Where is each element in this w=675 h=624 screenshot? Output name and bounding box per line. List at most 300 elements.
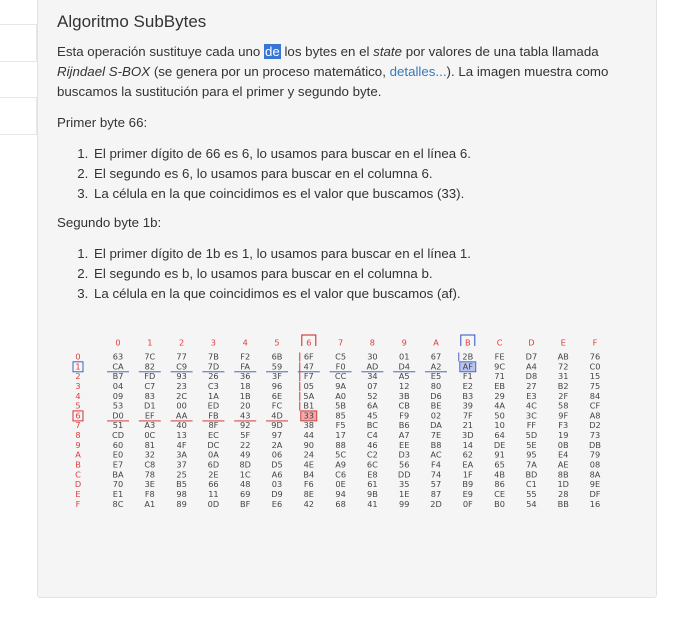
sbox-cell: A2 bbox=[430, 361, 442, 372]
sbox-cell: A6 bbox=[271, 469, 283, 480]
sbox-cell: FB bbox=[208, 410, 219, 421]
sbox-cell: 74 bbox=[430, 469, 442, 480]
sbox-cell: 38 bbox=[303, 420, 315, 431]
sbox-cell: F4 bbox=[431, 459, 441, 470]
row-header: 9 bbox=[75, 439, 81, 450]
sbox-cell: 67 bbox=[430, 351, 442, 362]
sbox-cell: 91 bbox=[494, 449, 505, 460]
sbox-cell: 71 bbox=[494, 371, 505, 382]
sbox-cell: 89 bbox=[176, 498, 187, 509]
sbox-cell: D9 bbox=[271, 488, 283, 499]
sbox-cell: E2 bbox=[462, 380, 473, 391]
sbox-cell: A5 bbox=[398, 371, 410, 382]
sbox-cell: 0C bbox=[144, 430, 156, 441]
sbox-cell: D2 bbox=[589, 420, 601, 431]
sbox-cell: 94 bbox=[335, 488, 346, 499]
sbox-cell: 50 bbox=[494, 410, 505, 421]
sbox-cell: 02 bbox=[430, 410, 442, 421]
sbox-cell: 44 bbox=[303, 430, 315, 441]
sbox-cell: FE bbox=[494, 351, 505, 362]
details-link[interactable]: detalles... bbox=[389, 64, 447, 79]
sbox-cell: 81 bbox=[144, 439, 156, 450]
sbox-cell: AD bbox=[366, 361, 379, 372]
byte1-title: Primer byte 66: bbox=[57, 115, 148, 130]
sbox-cell: FA bbox=[240, 361, 250, 372]
sbox-cell: 76 bbox=[589, 351, 601, 362]
sbox-cell: 32 bbox=[144, 449, 156, 460]
sbox-cell: 06 bbox=[271, 449, 283, 460]
col-header: 5 bbox=[274, 337, 280, 348]
sbox-cell: 83 bbox=[144, 390, 156, 401]
sbox-cell: 9A bbox=[335, 380, 347, 391]
sbox-cell: 70 bbox=[112, 479, 124, 490]
sbox-cell: 7A bbox=[525, 459, 537, 470]
sbox-cell: 98 bbox=[176, 488, 187, 499]
sbox-cell: 23 bbox=[176, 380, 187, 391]
sbox-cell: 53 bbox=[112, 400, 124, 411]
sbox-cell: 1F bbox=[462, 469, 473, 480]
row-header: 3 bbox=[75, 380, 81, 391]
sbox-cell: 60 bbox=[112, 439, 124, 450]
sbox-cell: 12 bbox=[398, 380, 410, 391]
sbox-cell: 5D bbox=[525, 430, 538, 441]
sbox-cell: EA bbox=[462, 459, 474, 470]
sbox-cell: C4 bbox=[366, 430, 378, 441]
row-header: D bbox=[74, 479, 82, 490]
sbox-cell: C2 bbox=[366, 449, 378, 460]
sbox-cell: E7 bbox=[112, 459, 124, 470]
sbox-cell: 35 bbox=[398, 479, 410, 490]
col-header: E bbox=[560, 337, 566, 348]
col-header: 3 bbox=[210, 337, 217, 348]
sbox-cell: B0 bbox=[494, 498, 506, 509]
sbox-cell: 37 bbox=[176, 459, 187, 470]
selected-text: de bbox=[264, 44, 280, 59]
sbox-cell: F1 bbox=[462, 371, 473, 382]
sbox-cell: 0E bbox=[335, 479, 346, 490]
sbox-cell: 49 bbox=[239, 449, 251, 460]
sbox-cell: AF bbox=[462, 361, 473, 372]
col-header: 1 bbox=[147, 337, 153, 348]
sbox-cell: ED bbox=[207, 400, 220, 411]
sbox-cell: E5 bbox=[430, 371, 442, 382]
col-header: 2 bbox=[178, 337, 185, 348]
sbox-cell: AC bbox=[430, 449, 442, 460]
sbox-cell: 2B bbox=[462, 351, 474, 362]
sbox-cell: C9 bbox=[176, 361, 188, 372]
sbox-cell: 3A bbox=[176, 449, 188, 460]
sbox-cell: F6 bbox=[303, 479, 314, 490]
sbox-cell: F7 bbox=[303, 371, 314, 382]
sbox-cell: DF bbox=[589, 488, 601, 499]
sbox-cell: 8E bbox=[303, 488, 314, 499]
col-header: B bbox=[464, 337, 471, 348]
sbox-cell: C0 bbox=[589, 361, 601, 372]
sbox-cell: A9 bbox=[335, 459, 347, 470]
sbox-cell: 16 bbox=[589, 498, 601, 509]
sbox-cell: 95 bbox=[526, 449, 537, 460]
sbox-cell: F0 bbox=[335, 361, 346, 372]
sbox-cell: CA bbox=[112, 361, 124, 372]
sbox-cell: 1C bbox=[239, 469, 251, 480]
sbox-cell: B3 bbox=[462, 390, 474, 401]
sbox-cell: 01 bbox=[398, 351, 410, 362]
sbox-cell: 08 bbox=[589, 459, 601, 470]
rijndael-term: Rijndael S-BOX bbox=[57, 64, 151, 79]
sbox-cell: 21 bbox=[462, 420, 474, 431]
sbox-cell: 3D bbox=[462, 430, 474, 441]
sbox-cell: 78 bbox=[144, 469, 156, 480]
col-header: 7 bbox=[337, 337, 344, 348]
sbox-cell: A3 bbox=[144, 420, 156, 431]
sbox-cell: 48 bbox=[239, 479, 251, 490]
sbox-cell: 24 bbox=[303, 449, 315, 460]
sbox-cell: 2D bbox=[430, 498, 442, 509]
sbox-cell: 9F bbox=[558, 410, 569, 421]
sbox-cell: 8C bbox=[112, 498, 124, 509]
sbox-cell: 77 bbox=[176, 351, 187, 362]
sbox-cell: A4 bbox=[525, 361, 537, 372]
sbox-cell: 54 bbox=[526, 498, 537, 509]
sbox-cell: C8 bbox=[144, 459, 156, 470]
sbox-cell: 20 bbox=[239, 400, 251, 411]
sbox-cell: 62 bbox=[462, 449, 474, 460]
sbox-cell: E8 bbox=[367, 469, 378, 480]
sbox-cell: 3F bbox=[272, 371, 282, 382]
sbox-cell: 99 bbox=[398, 498, 410, 509]
byte2-title: Segundo byte 1b: bbox=[57, 215, 162, 230]
sbox-cell: 88 bbox=[335, 439, 346, 450]
sbox-cell: CF bbox=[589, 400, 601, 411]
sbox-cell: 10 bbox=[494, 420, 505, 431]
sbox-cell: F9 bbox=[399, 410, 410, 421]
sbox-cell: 27 bbox=[526, 380, 537, 391]
sbox-cell: A8 bbox=[589, 410, 601, 421]
sbox-cell: 6E bbox=[271, 390, 283, 401]
sbox-cell: 2C bbox=[176, 390, 188, 401]
sbox-cell: 39 bbox=[462, 400, 474, 411]
col-header: 4 bbox=[242, 337, 248, 348]
sbox-cell: F5 bbox=[335, 420, 346, 431]
sbox-cell: 5F bbox=[240, 430, 251, 441]
page-title: Algoritmo SubBytes bbox=[57, 12, 207, 31]
sbox-cell: 59 bbox=[271, 361, 283, 372]
sbox-cell: B9 bbox=[462, 479, 474, 490]
sbox-cell: 5E bbox=[526, 439, 537, 450]
sbox-cell: FC bbox=[271, 400, 283, 411]
sbox-cell: 18 bbox=[239, 380, 251, 391]
sbox-cell: EB bbox=[494, 380, 505, 391]
sbox-cell: 8A bbox=[589, 469, 601, 480]
row-header: 7 bbox=[75, 420, 81, 431]
sbox-cell: 68 bbox=[335, 498, 346, 509]
sbox-cell: 52 bbox=[367, 390, 378, 401]
sbox-cell: 00 bbox=[176, 400, 187, 411]
sbox-cell: 25 bbox=[176, 469, 187, 480]
sbox-cell: C7 bbox=[144, 380, 156, 391]
sbox-cell: AA bbox=[175, 410, 188, 421]
sbox-cell: 3B bbox=[398, 390, 410, 401]
sbox-cell: 86 bbox=[494, 479, 505, 490]
sbox-cell: D5 bbox=[271, 459, 283, 470]
sbox-cell: 4D bbox=[271, 410, 283, 421]
col-header: F bbox=[592, 337, 598, 348]
row-header: B bbox=[75, 459, 81, 470]
sbox-cell: 1E bbox=[399, 488, 410, 499]
sbox-cell: D4 bbox=[398, 361, 410, 372]
sbox-cell: D6 bbox=[430, 390, 442, 401]
sbox-cell: E0 bbox=[112, 449, 124, 460]
sbox-cell: 56 bbox=[398, 459, 410, 470]
sbox-cell: 14 bbox=[462, 439, 474, 450]
step-item: 2. El segundo es b, lo usamos para buscar en el columna b. bbox=[92, 264, 471, 284]
col-header: A bbox=[433, 337, 439, 348]
step-item: 2. El segundo es 6, lo usamos para buscar en el columna 6. bbox=[92, 164, 471, 184]
sbox-cell: B8 bbox=[430, 439, 442, 450]
row-header: E bbox=[75, 488, 81, 499]
sbox-cell: B4 bbox=[303, 469, 315, 480]
sbox-cell: A1 bbox=[144, 498, 156, 509]
sbox-cell: 4E bbox=[303, 459, 314, 470]
sbox-cell: 82 bbox=[144, 361, 156, 372]
sbox-cell: F8 bbox=[144, 488, 155, 499]
sbox-cell: 96 bbox=[271, 380, 283, 391]
sbox-cell: EE bbox=[399, 439, 410, 450]
sbox-cell: 6F bbox=[303, 351, 314, 362]
sbox-cell: 03 bbox=[271, 479, 283, 490]
sbox-cell: 17 bbox=[335, 430, 346, 441]
row-header: 5 bbox=[75, 400, 81, 411]
sbox-cell: 1A bbox=[207, 390, 219, 401]
sbox-cell: 58 bbox=[557, 400, 569, 411]
sbox-cell: 47 bbox=[303, 361, 315, 372]
sbox-cell: EF bbox=[144, 410, 155, 421]
sbox-cell: 9B bbox=[366, 488, 378, 499]
sbox-cell: 6A bbox=[366, 400, 378, 411]
row-header: 2 bbox=[75, 371, 81, 382]
sbox-cell: DD bbox=[397, 469, 411, 480]
sbox-cell: 26 bbox=[208, 371, 219, 382]
sbox-cell: 31 bbox=[557, 371, 569, 382]
sbox-cell: C1 bbox=[525, 479, 537, 490]
sbox-cell: BE bbox=[430, 400, 442, 411]
col-header: 9 bbox=[401, 337, 407, 348]
col-header: 0 bbox=[115, 337, 121, 348]
sbox-cell: D1 bbox=[144, 400, 156, 411]
sbox-cell: 4F bbox=[176, 439, 187, 450]
sbox-cell: 0D bbox=[207, 498, 220, 509]
sbox-cell: 64 bbox=[494, 430, 505, 441]
sbox-cell: 33 bbox=[303, 410, 315, 421]
row-header: C bbox=[75, 469, 81, 480]
sbox-cell: D3 bbox=[398, 449, 410, 460]
sbox-cell: BB bbox=[557, 498, 569, 509]
sbox-cell: D8 bbox=[525, 371, 538, 382]
sbox-cell: 85 bbox=[335, 410, 346, 421]
sbox-cell: BA bbox=[112, 469, 124, 480]
row-header: 6 bbox=[75, 410, 81, 421]
sbox-cell: C6 bbox=[335, 469, 347, 480]
sbox-cell: 73 bbox=[589, 430, 601, 441]
sbox-cell: 9D bbox=[271, 420, 283, 431]
sbox-cell: 45 bbox=[367, 410, 378, 421]
sbox-cell: 04 bbox=[112, 380, 124, 391]
sbox-cell: 1B bbox=[239, 390, 251, 401]
sbox-cell: 2E bbox=[208, 469, 219, 480]
sbox-cell: 84 bbox=[589, 390, 601, 401]
intro-text: por valores de una tabla llamada bbox=[402, 44, 599, 59]
intro-text: los bytes en el bbox=[280, 44, 374, 59]
sbox-cell: 75 bbox=[589, 380, 601, 391]
sbox-cell: 5C bbox=[335, 449, 347, 460]
sbox-cell: DA bbox=[430, 420, 442, 431]
sbox-cell: 46 bbox=[367, 439, 378, 450]
sbox-cell: 3E bbox=[144, 479, 155, 490]
sbox-cell: 43 bbox=[239, 410, 251, 421]
step-item: 1. El primer dígito de 66 es 6, lo usamos para buscar en el línea 6. bbox=[92, 144, 471, 164]
sbox-cell: FD bbox=[144, 371, 156, 382]
col-header: C bbox=[496, 337, 503, 348]
sbox-cell: AB bbox=[557, 351, 569, 362]
sbox-cell: 66 bbox=[208, 479, 219, 490]
sbox-cell: 69 bbox=[239, 488, 251, 499]
sbox-cell: E4 bbox=[558, 449, 569, 460]
sbox-cell: 9E bbox=[589, 479, 601, 490]
sbox-cell: 65 bbox=[494, 459, 505, 470]
sbox-cell: 4C bbox=[525, 400, 537, 411]
sbox-cell: B6 bbox=[398, 420, 410, 431]
sbox-cell: 9C bbox=[494, 361, 506, 372]
sbox-cell: 57 bbox=[430, 479, 442, 490]
sbox-cell: 80 bbox=[430, 380, 442, 391]
sbox-cell: BC bbox=[366, 420, 379, 431]
sbox-cell: 2A bbox=[271, 439, 283, 450]
sbox-cell: 8F bbox=[208, 420, 219, 431]
step-item: 1. El primer dígito de 1b es 1, lo usamos para buscar en el línea 1. bbox=[92, 244, 471, 264]
sbox-cell: F2 bbox=[240, 351, 251, 362]
sbox-cell: 79 bbox=[589, 449, 601, 460]
sbox-cell: 3C bbox=[525, 410, 537, 421]
sbox-cell: 13 bbox=[176, 430, 187, 441]
sbox-cell: EC bbox=[207, 430, 219, 441]
sbox-cell: FF bbox=[526, 420, 537, 431]
col-header: 8 bbox=[369, 337, 376, 348]
sbox-cell: 40 bbox=[176, 420, 187, 431]
sbox-cell: AE bbox=[557, 459, 569, 470]
sbox-cell: 34 bbox=[367, 371, 378, 382]
step-item: 3. La célula en la que coincidimos es el valor que buscamos (33). bbox=[92, 184, 471, 204]
sbox-cell: 19 bbox=[557, 430, 569, 441]
intro-text: (se genera por un proceso matemático, bbox=[150, 64, 390, 79]
sbox-cell: DE bbox=[493, 439, 506, 450]
row-header: A bbox=[75, 449, 81, 460]
sbox-cell: DC bbox=[207, 439, 220, 450]
state-term: state bbox=[373, 44, 402, 59]
sbox-cell: B1 bbox=[303, 400, 315, 411]
sbox-cell: 92 bbox=[239, 420, 251, 431]
sbox-cell: B2 bbox=[557, 380, 569, 391]
sbox-cell: 0F bbox=[462, 498, 473, 509]
sbox-cell: 5B bbox=[335, 400, 347, 411]
sbox-cell: 7F bbox=[462, 410, 473, 421]
sbox-cell: 2F bbox=[558, 390, 569, 401]
sbox-cell: 8D bbox=[239, 459, 251, 470]
sbox-cell: 6D bbox=[207, 459, 220, 470]
row-header: 4 bbox=[75, 390, 81, 401]
sbox-cell: 7B bbox=[207, 351, 219, 362]
sbox-cell: E3 bbox=[526, 390, 537, 401]
sbox-cell: 8B bbox=[557, 469, 569, 480]
sbox-cell: 4A bbox=[494, 400, 506, 411]
sbox-cell: 1D bbox=[557, 479, 569, 490]
sbox-cell: B5 bbox=[176, 479, 188, 490]
sbox-cell: C3 bbox=[207, 380, 219, 391]
sbox-cell: A0 bbox=[335, 390, 347, 401]
sbox-cell: 07 bbox=[367, 380, 378, 391]
intro-text: Esta operación sustituye cada uno bbox=[57, 44, 264, 59]
sbox-cell: 41 bbox=[367, 498, 378, 509]
sbox-cell: 7C bbox=[144, 351, 156, 362]
sbox-cell: 6C bbox=[366, 459, 378, 470]
sbox-cell: 05 bbox=[303, 380, 315, 391]
col-header: 6 bbox=[306, 337, 312, 348]
sbox-cell: E1 bbox=[112, 488, 124, 499]
sbox-cell: F3 bbox=[558, 420, 569, 431]
sbox-cell: 36 bbox=[239, 371, 251, 382]
sbox-cell: 29 bbox=[494, 390, 505, 401]
sbox-cell: 72 bbox=[557, 361, 569, 372]
sbox-cell: 42 bbox=[303, 498, 315, 509]
sbox-cell: 87 bbox=[430, 488, 442, 499]
sbox-cell: CE bbox=[494, 488, 506, 499]
sbox-cell: 5A bbox=[303, 390, 315, 401]
step-item: 3. La célula en la que coincidimos es el valor que buscamos (af). bbox=[92, 284, 471, 304]
sbox-cell: 7D bbox=[207, 361, 220, 372]
sbox-cell: CD bbox=[111, 430, 125, 441]
row-header: 1 bbox=[75, 361, 81, 372]
sbox-cell: C5 bbox=[335, 351, 347, 362]
sbox-cell: 97 bbox=[271, 430, 283, 441]
sbox-cell: BF bbox=[240, 498, 251, 509]
sbox-cell: A7 bbox=[398, 430, 410, 441]
sbox-cell: 09 bbox=[112, 390, 124, 401]
row-header: 8 bbox=[75, 430, 81, 441]
sbox-cell: 61 bbox=[367, 479, 378, 490]
sbox-cell: E6 bbox=[271, 498, 283, 509]
sbox-cell: 51 bbox=[112, 420, 124, 431]
sbox-cell: 0A bbox=[207, 449, 219, 460]
sbox-cell: 7E bbox=[430, 430, 442, 441]
sbox-cell: 93 bbox=[176, 371, 187, 382]
sbox-cell: 4B bbox=[494, 469, 506, 480]
sbox-cell: 15 bbox=[589, 371, 601, 382]
intro-text: ). La imagen muestra como buscamos la sustitución para el primer y segundo byte. bbox=[57, 64, 609, 99]
sbox-cell: B7 bbox=[112, 371, 124, 382]
sbox-cell: DB bbox=[589, 439, 601, 450]
sbox-cell: 28 bbox=[557, 488, 569, 499]
sbox-cell: 0B bbox=[557, 439, 569, 450]
row-header: 0 bbox=[75, 351, 81, 362]
sbox-cell: E9 bbox=[462, 488, 473, 499]
sbox-cell: CB bbox=[398, 400, 410, 411]
sbox-cell: 30 bbox=[367, 351, 378, 362]
sbox-cell: 6B bbox=[271, 351, 283, 362]
sbox-cell: 11 bbox=[208, 488, 219, 499]
row-header: F bbox=[75, 498, 81, 509]
col-header: D bbox=[528, 337, 535, 348]
sbox-cell: CC bbox=[334, 371, 347, 382]
sbox-cell: D7 bbox=[525, 351, 538, 362]
